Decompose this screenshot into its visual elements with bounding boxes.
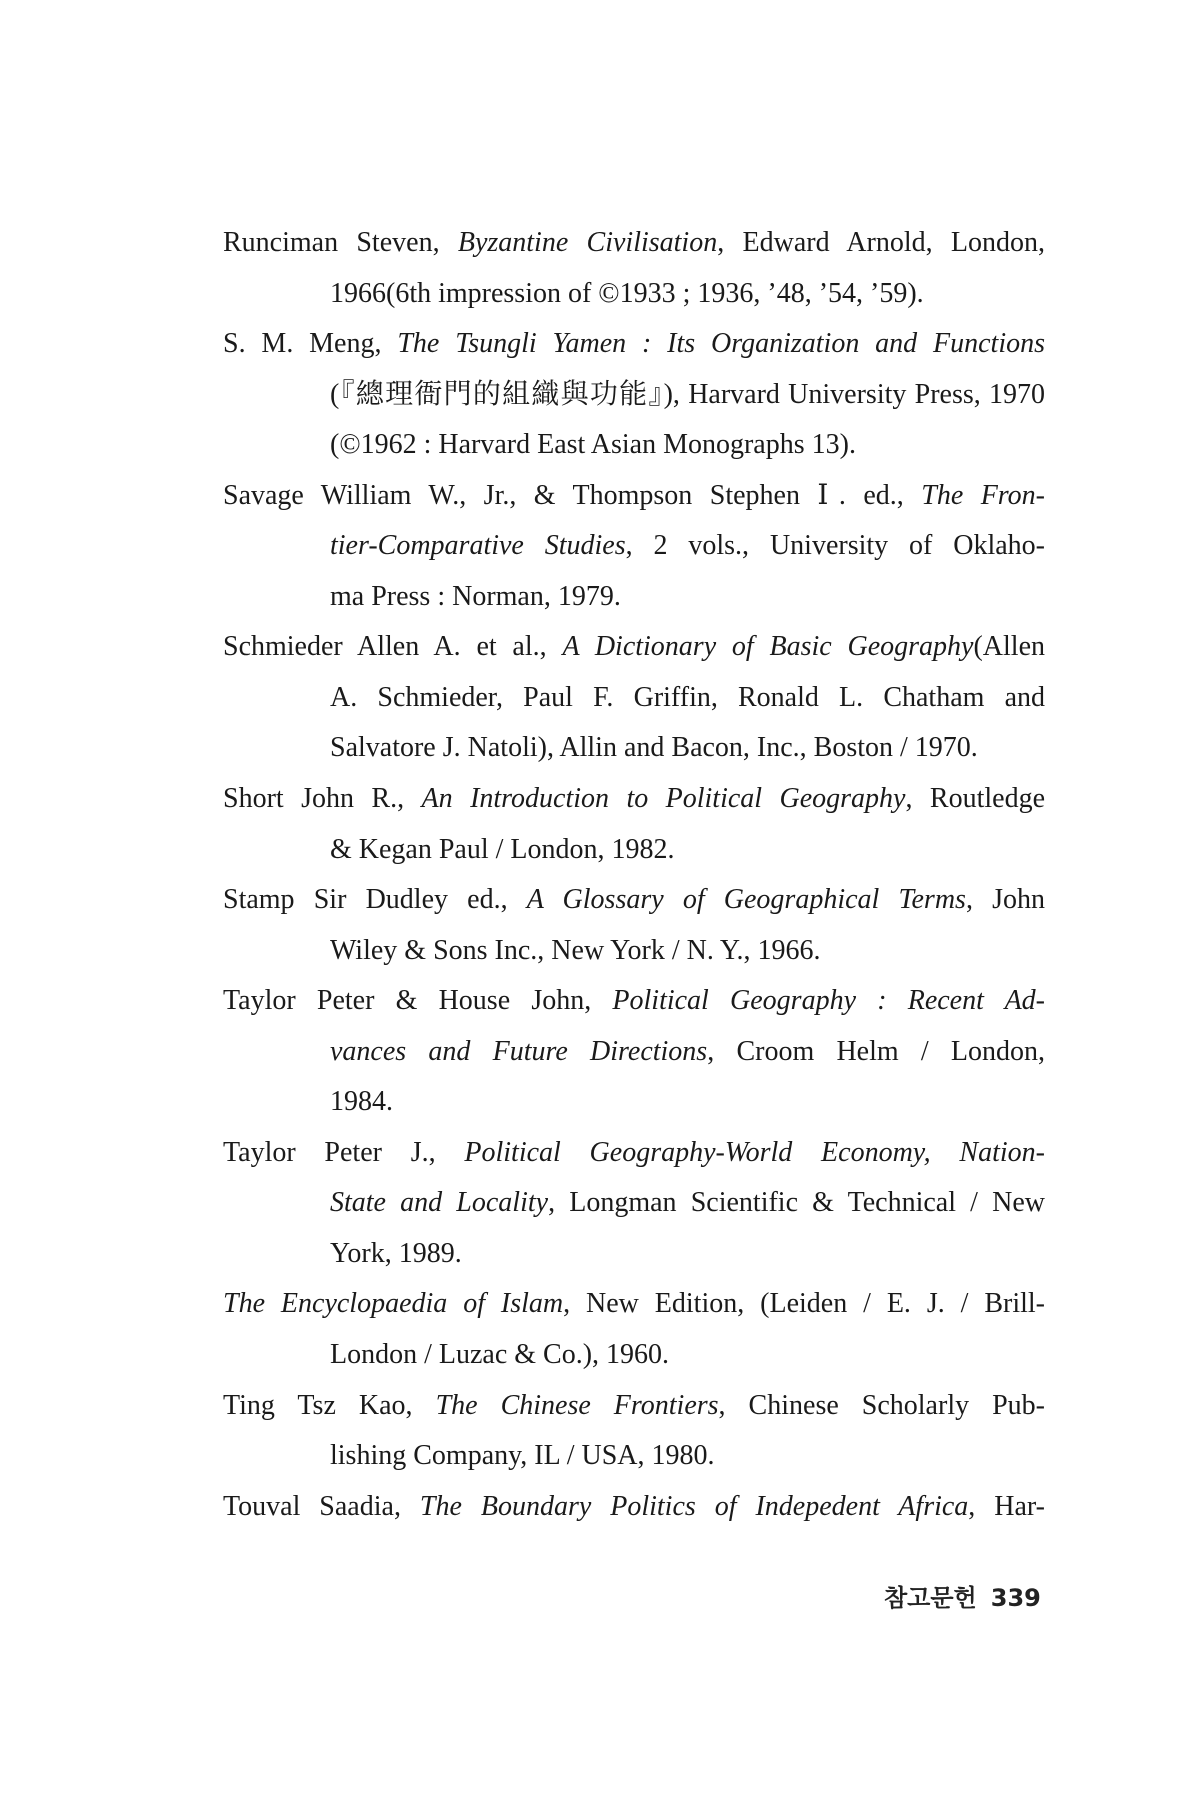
citation-text: , Routledge bbox=[905, 783, 1045, 815]
entry-line bbox=[223, 622, 1045, 673]
citation-text: Short John R., bbox=[223, 783, 422, 815]
entry-line bbox=[330, 1077, 1045, 1128]
work-title: An Introduction to Political Geography bbox=[421, 783, 906, 815]
citation-text: (『總理衙門的組織與功能』), Harvard University Press, 1970 bbox=[330, 378, 1045, 410]
entry-line bbox=[330, 370, 1045, 421]
citation-text: 1966(6th impression of ©1933 ; 1936, ’48, ’54, ’59). bbox=[330, 277, 924, 309]
page-footer bbox=[884, 1578, 1055, 1613]
citation-text: , 2 vols., University of Oklaho- bbox=[625, 530, 1045, 562]
citation-text: Runciman Steven, bbox=[223, 227, 458, 258]
citation-text: & Kegan Paul / London, 1982. bbox=[330, 833, 675, 865]
citation-text: Taylor Peter J., bbox=[223, 1136, 465, 1168]
entry-line bbox=[330, 269, 1045, 320]
work-title: tier-Comparative Studies bbox=[330, 530, 626, 562]
entry-line bbox=[330, 521, 1045, 572]
work-title: The Boundary Politics of Indepedent Africa bbox=[419, 1490, 969, 1522]
running-footer-section: 참고문헌 bbox=[884, 1584, 977, 1612]
entry-line bbox=[330, 926, 1045, 977]
entry-line bbox=[223, 1128, 1045, 1179]
bibliography-entry bbox=[223, 218, 1045, 319]
citation-text: Touval Saadia, bbox=[223, 1490, 420, 1522]
bibliography-entry bbox=[223, 622, 1045, 774]
entry-line bbox=[223, 1381, 1045, 1432]
citation-text: London / Luzac & Co.), 1960. bbox=[330, 1339, 670, 1371]
work-title: vances and Future Directions bbox=[330, 1035, 708, 1067]
citation-text: , New Edition, (Leiden / E. J. / Brill- bbox=[563, 1288, 1045, 1320]
entry-line bbox=[330, 1027, 1045, 1078]
entry-line bbox=[223, 774, 1045, 825]
bibliography-entry bbox=[223, 976, 1045, 1128]
citation-text: , Har- bbox=[968, 1490, 1045, 1522]
bibliography-entry bbox=[223, 1279, 1045, 1380]
citation-text: Salvatore J. Natoli), Allin and Bacon, Inc., Boston / 1970. bbox=[330, 732, 978, 764]
citation-text: Schmieder Allen A. et al., bbox=[223, 631, 563, 663]
entry-line bbox=[223, 875, 1045, 926]
citation-text: Ting Tsz Kao, bbox=[223, 1389, 436, 1421]
bibliography-entry bbox=[223, 875, 1045, 976]
citation-text: 1984. bbox=[330, 1086, 393, 1118]
entry-line bbox=[330, 1229, 1045, 1280]
citation-text: , Edward Arnold, London, bbox=[717, 227, 1045, 258]
citation-text: , Longman Scientific & Technical / New bbox=[548, 1187, 1045, 1219]
entry-line bbox=[330, 1431, 1045, 1482]
bibliography-entry bbox=[223, 774, 1045, 875]
citation-text: Taylor Peter & House John, bbox=[223, 985, 613, 1017]
page-number: 339 bbox=[990, 1584, 1041, 1612]
citation-text: , John bbox=[965, 884, 1045, 916]
entry-line bbox=[330, 673, 1045, 724]
entry-line bbox=[223, 218, 1045, 269]
entry-line bbox=[330, 825, 1045, 876]
work-title: The Encyclopaedia of Islam bbox=[223, 1288, 564, 1320]
work-title: The Chinese Frontiers bbox=[435, 1389, 719, 1421]
entry-line bbox=[330, 1178, 1045, 1229]
work-title: State and Locality bbox=[330, 1187, 549, 1219]
work-title: A Dictionary of Basic Geography bbox=[562, 631, 974, 663]
citation-text: , Croom Helm / London, bbox=[707, 1035, 1045, 1067]
citation-text: York, 1989. bbox=[330, 1237, 462, 1269]
entry-line bbox=[223, 319, 1045, 370]
work-title: The Tsungli Yamen : Its Organization and Functions bbox=[397, 328, 1045, 360]
work-title: The Fron- bbox=[921, 479, 1045, 511]
entry-line bbox=[223, 976, 1045, 1027]
bibliography-entry bbox=[223, 471, 1045, 623]
citation-text: (Allen bbox=[973, 631, 1045, 663]
entry-line bbox=[223, 471, 1045, 522]
entry-line bbox=[223, 1482, 1045, 1533]
work-title: A Glossary of Geographical Terms bbox=[526, 884, 966, 916]
entry-line bbox=[330, 723, 1045, 774]
bibliography-entry bbox=[223, 319, 1045, 471]
citation-text: (©1962 : Harvard East Asian Monographs 13). bbox=[330, 429, 856, 461]
work-title: Political Geography : Recent Ad- bbox=[612, 985, 1045, 1017]
entry-line bbox=[330, 1330, 1045, 1381]
entry-line bbox=[223, 1279, 1045, 1330]
bibliography-entry bbox=[223, 1482, 1045, 1533]
bibliography-entry bbox=[223, 1381, 1045, 1482]
citation-text: Savage William W., Jr., & Thompson Stephen Ⅰ. ed., bbox=[223, 479, 922, 511]
bibliography-entry bbox=[223, 1128, 1045, 1280]
citation-text: lishing Company, IL / USA, 1980. bbox=[330, 1440, 715, 1472]
citation-text: Stamp Sir Dudley ed., bbox=[223, 884, 527, 916]
entry-line bbox=[330, 572, 1045, 623]
bibliography-list bbox=[223, 218, 1045, 1532]
citation-text: , Chinese Scholarly Pub- bbox=[718, 1389, 1045, 1421]
work-title: Byzantine Civilisation bbox=[457, 227, 718, 258]
citation-text: ma Press : Norman, 1979. bbox=[330, 580, 621, 612]
work-title: Political Geography-World Economy, Nation- bbox=[464, 1136, 1045, 1168]
entry-line bbox=[330, 420, 1045, 471]
citation-text: S. M. Meng, bbox=[223, 328, 398, 360]
citation-text: Wiley & Sons Inc., New York / N. Y., 1966. bbox=[330, 934, 821, 966]
citation-text: A. Schmieder, Paul F. Griffin, Ronald L. Chatham and bbox=[330, 681, 1045, 713]
